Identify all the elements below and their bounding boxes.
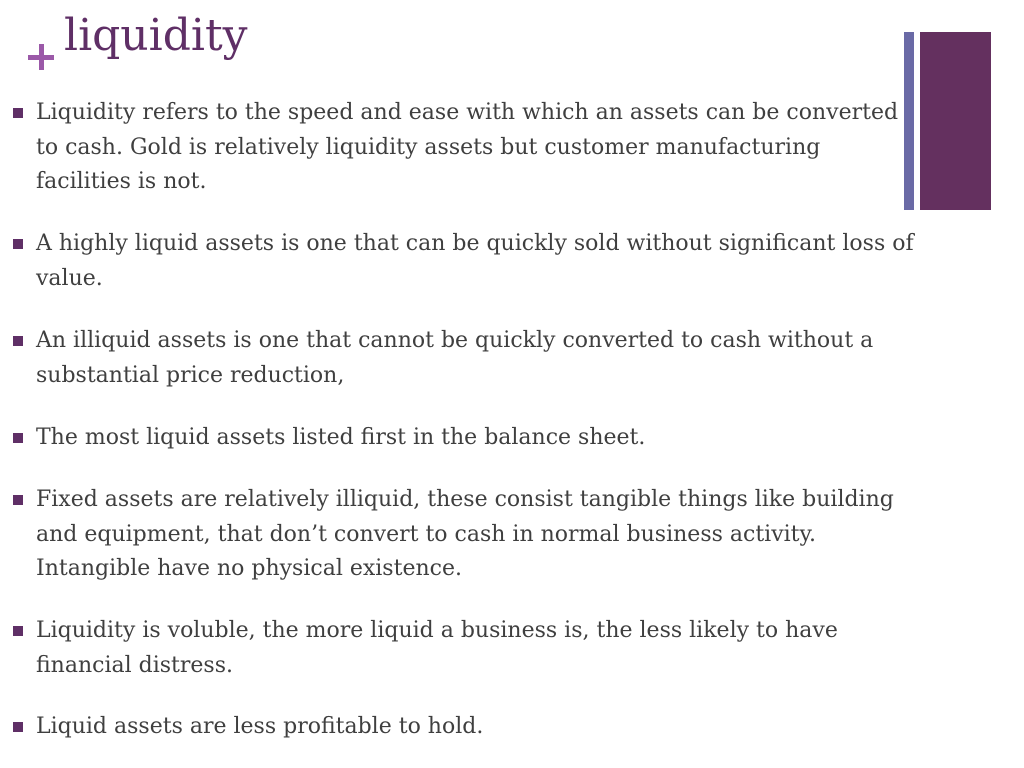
bullet-item xyxy=(0,483,920,587)
bullet-item xyxy=(0,614,920,683)
bullet-item xyxy=(0,324,920,393)
square-bullet-icon xyxy=(13,626,23,636)
bullet-text: A highly liquid assets is one that can be quickly sold without significant loss of value. xyxy=(36,231,914,291)
bullet-text: Liquidity is voluble, the more liquid a business is, the less likely to have financial distress. xyxy=(36,618,838,678)
square-bullet-icon xyxy=(13,108,23,118)
bullet-text: Liquid assets are less profitable to hold. xyxy=(36,714,484,739)
bullet-text: An illiquid assets is one that cannot be quickly converted to cash without a substantial price reduction, xyxy=(36,328,874,388)
bullet-text: Fixed assets are relatively illiquid, these consist tangible things like building and equipment, that don’t convert to cash in normal business activity. Intangible have no physical existence. xyxy=(36,487,894,581)
square-bullet-icon xyxy=(13,722,23,732)
bullet-text: The most liquid assets listed first in the balance sheet. xyxy=(36,425,646,450)
square-bullet-icon xyxy=(13,239,23,249)
slide-title: liquidity xyxy=(64,10,248,61)
bullet-item xyxy=(0,421,645,456)
bullet-item xyxy=(0,96,920,200)
bullet-text: Liquidity refers to the speed and ease with which an assets can be converted to cash. Gold is relatively liquidity assets but customer manufacturing facilities is not. xyxy=(36,100,899,194)
bullet-item xyxy=(0,227,920,296)
bullet-item xyxy=(0,710,483,745)
square-bullet-icon xyxy=(13,336,23,346)
square-bullet-icon xyxy=(13,433,23,443)
square-bullet-icon xyxy=(13,495,23,505)
accent-bar-thick xyxy=(920,32,991,210)
plus-icon xyxy=(28,44,54,70)
